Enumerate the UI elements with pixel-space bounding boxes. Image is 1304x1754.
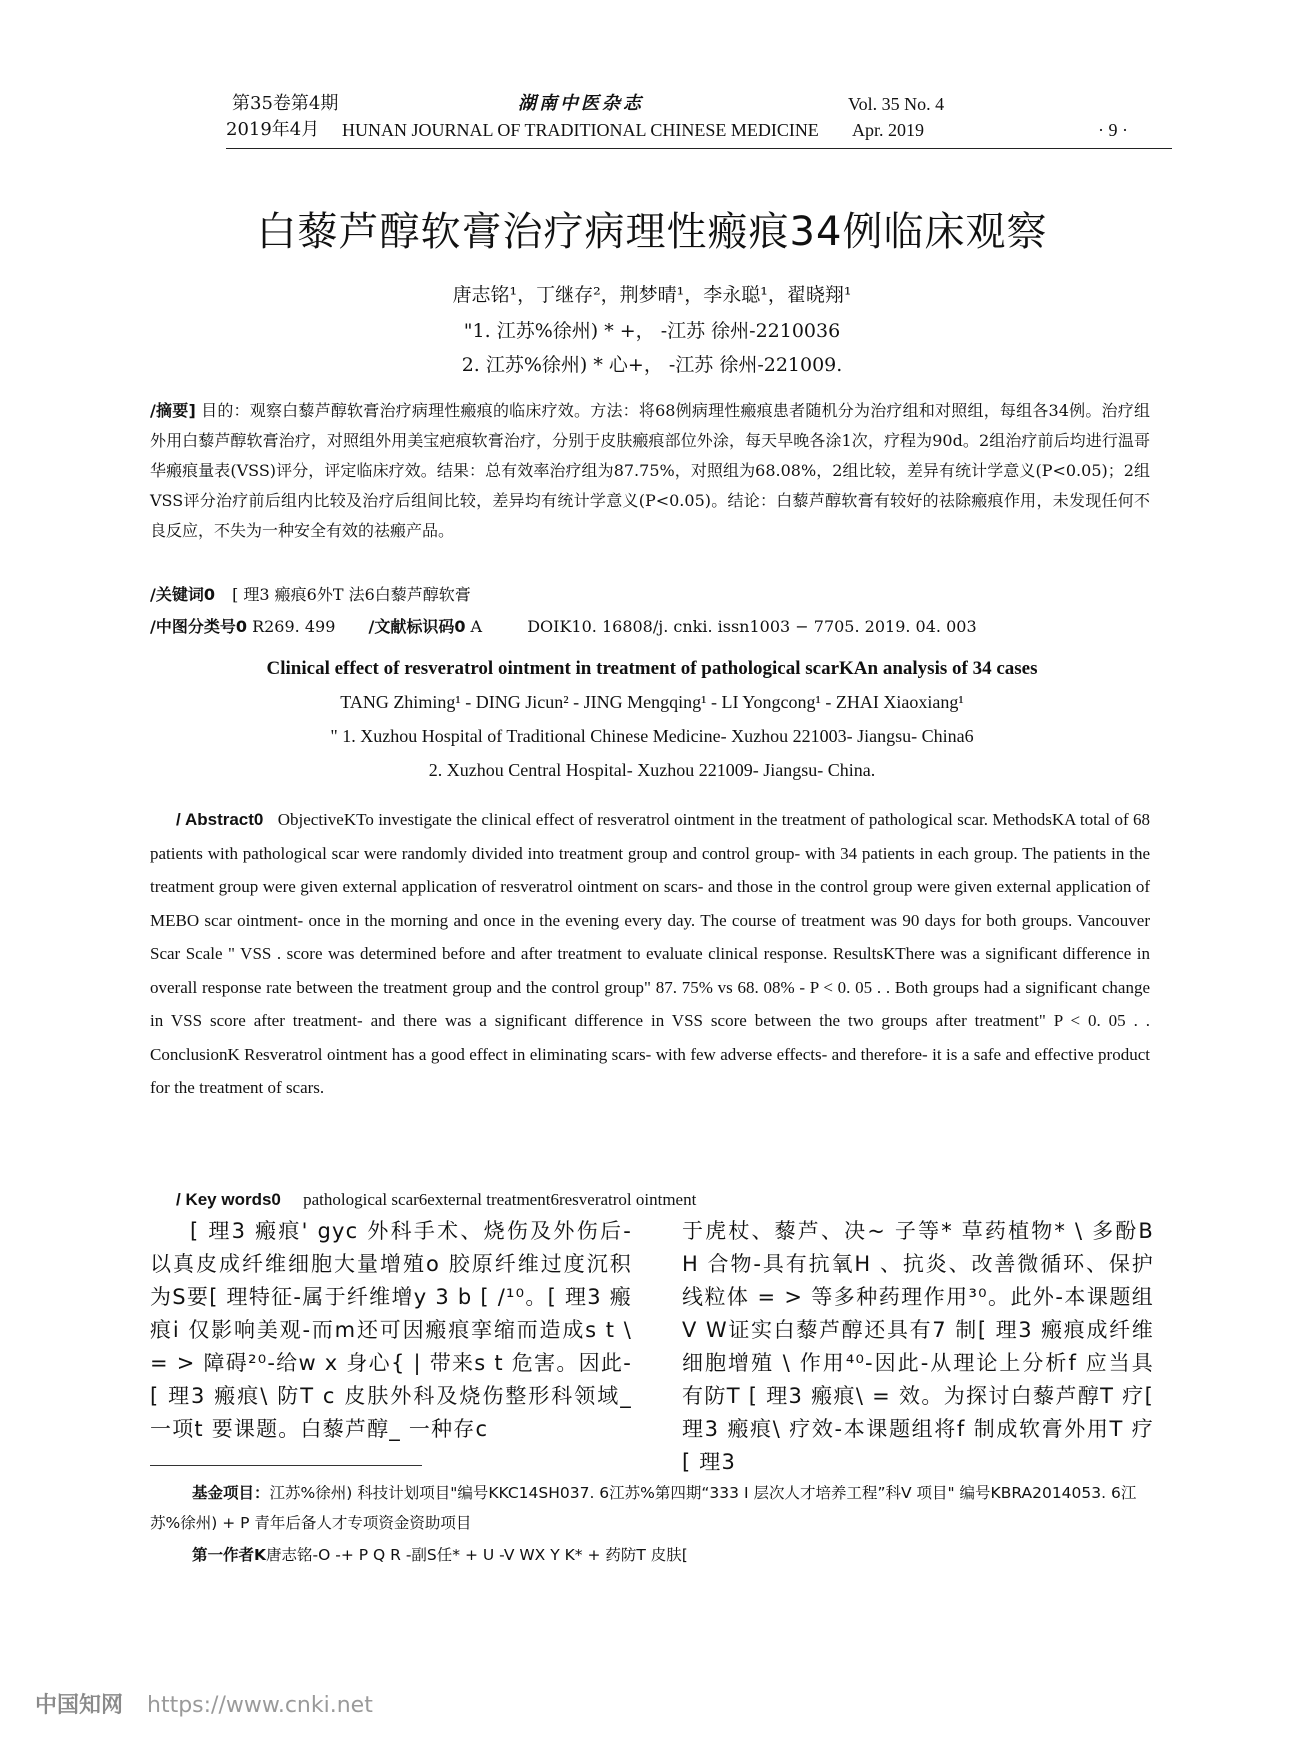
abstract-en-text: ObjectiveKTo investigate the clinical effect of resveratrol ointment in the treatment of pathological scar. MethodsKA total of 68 patients with pathological scar were randomly divided into treatment group and control group- with 34 patients in each group. The patients in the treatment group were given external application of resveratrol ointment on scars- and those in the control group were given external application of MEBO scar ointment- once in the morning and once in the evening every day. The course of treatment was 90 days for both groups. Vancouver Scar Scale " VSS . score was determined before and after treatment to evaluate clinical response. ResultsKThere was a significant difference in overall response rate between the treatment group and the control group" 87. 75% vs 68. 08% - P < 0. 05 . . Both groups had a significant change in VSS score after treatment- and there was a significant difference in VSS score between the two groups after treatment" P < 0. 05 . . ConclusionK Resveratrol ointment has a good effect in eliminating scars- with few adverse effects- and therefore- it is a safe and effective product for the treatment of scars.	[150, 810, 1151, 1097]
page-number: · 9 ·	[1098, 120, 1128, 140]
keywords-en-label: / Key words0	[176, 1190, 281, 1209]
footnote-funding-label: 基金项目：	[192, 1484, 270, 1502]
keywords-cn-label: /关键词0	[150, 585, 215, 604]
keywords-cn-text: [ 理3 瘢痕6外T 法6白藜芦醇软膏	[232, 585, 471, 604]
article-title-en: Clinical effect of resveratrol ointment in treatment of pathological scarKAn analysis of 34 cases	[266, 658, 1038, 679]
doc-code-label: /文献标识码0	[368, 617, 466, 636]
affiliation-cn-1: "1. 江苏%徐州) * +， -江苏 徐州-2210036	[463, 320, 841, 342]
cnki-url: https://www.cnki.net	[147, 1693, 373, 1718]
keywords-en-text: pathological scar6external treatment6resveratrol ointment	[303, 1190, 697, 1209]
footnote-funding-text: 江苏%徐州) 科技计划项目"编号KKC14SH037. 6江苏%第四期“333 I 层次人才培养工程”科V 项目" 编号KBRA2014053. 6江苏%徐州) + P 青年后备人才专项资金资助项目	[150, 1484, 1137, 1532]
volume-issue-en: Vol. 35 No. 4	[848, 94, 945, 114]
clc-code: R269. 499	[252, 617, 336, 636]
footnote-author-label: 第一作者K	[192, 1546, 267, 1564]
date-cn: 2019年4月	[226, 119, 320, 140]
article-title-cn: 白藜芦醇软膏治疗病理性瘢痕34例临床观察	[256, 209, 1048, 255]
affiliation-en-1: " 1. Xuzhou Hospital of Traditional Chinese Medicine- Xuzhou 221003- Jiangsu- China6	[330, 726, 974, 746]
abstract-cn-text: 目的：观察白藜芦醇软膏治疗病理性瘢痕的临床疗效。方法：将68例病理性瘢痕患者随机分为治疗组和对照组，每组各34例。治疗组外用白藜芦醇软膏治疗，对照组外用美宝疤痕软膏治疗，分别于皮肤瘢痕部位外涂，每天早晚各涂1次，疗程为90d。2组治疗前后均进行温哥华瘢痕量表(VSS)评分，评定临床疗效。结果：总有效率治疗组为87.75%，对照组为68.08%，2组比较，差异有统计学意义(P<0.05)；2组VSS评分治疗前后组内比较及治疗后组间比较，差异均有统计学意义(P<0.05)。结论：白藜芦醇软膏有较好的祛除瘢痕作用，未发现任何不良反应，不失为一种安全有效的祛瘢产品。	[150, 401, 1150, 540]
affiliation-cn-2: 2. 江苏%徐州) * 心+， -江苏 徐州-221009.	[461, 354, 843, 376]
abstract-cn	[150, 396, 1150, 546]
volume-issue-cn: 第35卷第4期	[232, 93, 339, 114]
abstract-en-label: / Abstract0	[176, 810, 264, 829]
affiliation-en-2: 2. Xuzhou Central Hospital- Xuzhou 221009- Jiangsu- China.	[428, 760, 876, 780]
doc-code: A	[470, 617, 483, 636]
header-rule	[226, 148, 1172, 149]
journal-name-cn: 湖南中医杂志	[518, 93, 644, 114]
abstract-en	[150, 803, 1150, 1105]
clc-label: /中图分类号0	[150, 617, 247, 636]
keywords-cn	[150, 580, 1150, 610]
footnote-rule	[150, 1465, 422, 1466]
authors-en: TANG Zhiming¹ - DING Jicun² - JING Mengqing¹ - LI Yongcong¹ - ZHAI Xiaoxiang¹	[340, 692, 964, 712]
abstract-cn-label: /摘要]	[150, 401, 196, 420]
footnote-author-text: 唐志铭-O -+ P Q R -副S任* + U -V WX Y K* + 药防T 皮肤[	[266, 1546, 688, 1564]
cnki-logo: 中国知网	[35, 1693, 124, 1718]
footnote-funding	[150, 1478, 1150, 1538]
body-column-right: 于虎杖、藜芦、决~ 子等* 草药植物* \ 多酚B H 合物-具有抗氧H 、抗炎、改善微循环、保护线粒体 = > 等多种药理作用³⁰。此外-本课题组V W证实白藜芦醇还具有7 制[ 理3 瘢痕成纤维细胞增殖 \ 作用⁴⁰-因此-从理论上分析f 应当具有防T [ 理3 瘢痕\ = 效。为探讨白藜芦醇T 疗[ 理3 瘢痕\ 疗效-本课题组将f 制成软膏外用T 疗[ 理3	[682, 1219, 1154, 1474]
journal-name-en: HUNAN JOURNAL OF TRADITIONAL CHINESE MEDICINE	[342, 120, 819, 140]
keywords-en	[150, 1183, 1150, 1217]
authors-cn: 唐志铭¹，丁继存²，荆梦晴¹，李永聪¹，翟晓翔¹	[452, 284, 852, 306]
cnki-watermark	[35, 1688, 373, 1719]
body-column-left: [ 理3 瘢痕' gyc 外科手术、烧伤及外伤后-以真皮成纤维细胞大量增殖o 胶原纤维过度沉积为S要[ 理特征-属于纤维增y 3 b [ /¹⁰。[ 理3 瘢痕i 仅影响美观-而m还可因瘢痕挛缩而造成s t \ = > 障碍²⁰-给w x 身心{ | 带来s t 危害。因此-[ 理3 瘢痕\ 防T c 皮肤外科及烧伤整形科领域_ 一项t 要课题。白藜芦醇_ 一种存c	[150, 1219, 632, 1441]
footnote-author	[150, 1540, 1150, 1570]
doi: DOIK10. 16808/j. cnki. issn1003 − 7705. 2019. 04. 003	[527, 617, 977, 636]
classification-line	[150, 612, 1150, 642]
date-en: Apr. 2019	[852, 120, 924, 140]
